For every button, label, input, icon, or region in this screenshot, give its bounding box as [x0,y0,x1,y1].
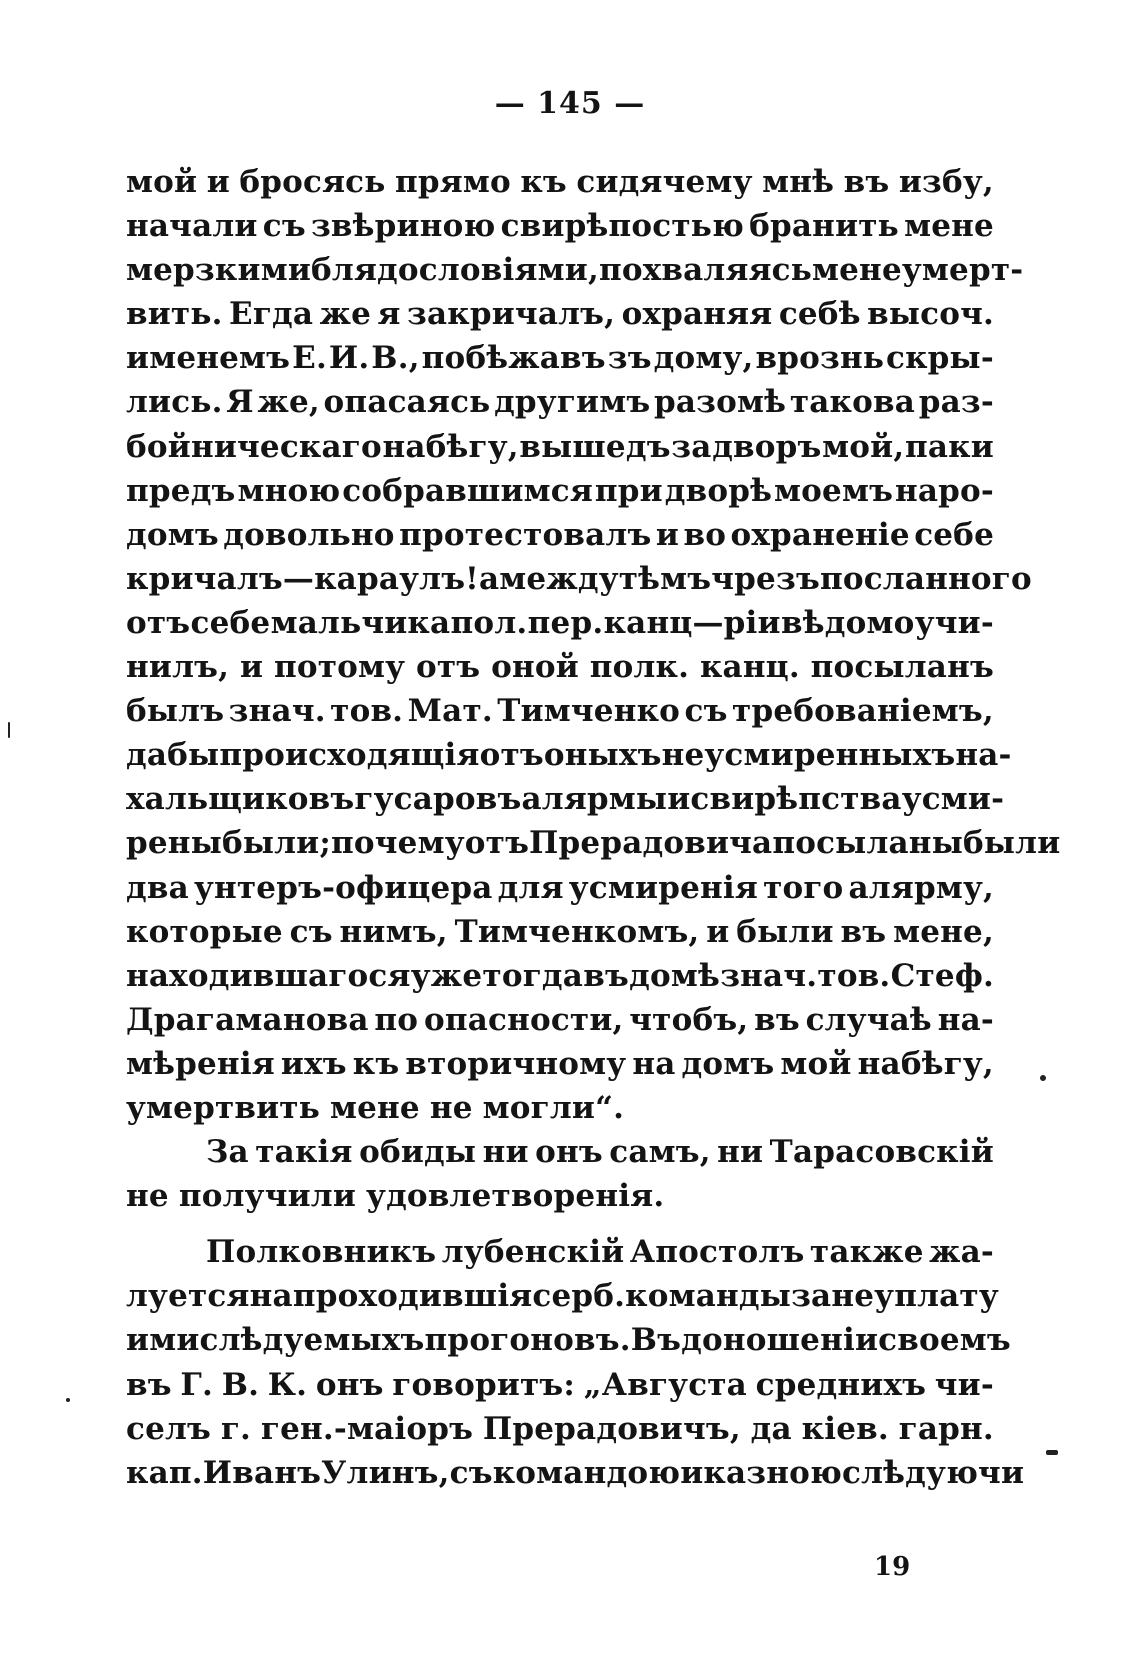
word: посыланы [772,825,963,862]
word: находившагося [126,957,411,994]
word: себѣ [778,296,861,333]
word: раз- [918,384,994,421]
text-line [126,777,1005,821]
word: и [667,781,691,818]
word: алярмы [521,781,668,818]
word: Егда [229,296,314,333]
word: и [206,164,230,200]
word: усмиренія [568,869,758,906]
word: умертвить [126,1089,320,1126]
word: въ [840,913,887,950]
word: мнѣ [762,164,835,200]
word: мене [329,1089,420,1126]
word: мене [812,252,902,289]
word: среднихъ [755,1366,927,1403]
word: такія [255,1134,353,1171]
word: свирѣпостью [500,208,744,245]
word: удовлетворенія. [366,1178,665,1215]
word: лубенскій [441,1234,625,1271]
word: слѣдуючи [842,1454,1025,1491]
word: проходившія [292,1278,533,1315]
word: тов. [817,957,891,994]
word: побѣжавъ [421,340,606,377]
word: доношеніи [681,1322,879,1359]
body-text [126,160,1061,1495]
word: В., [371,340,420,377]
word: и [655,516,680,553]
print-speck [1040,1075,1046,1081]
word: былъ [126,693,225,730]
word: тов. [330,693,404,730]
word: мой, [822,428,905,465]
text-line [126,1130,994,1174]
word: знач. [720,957,818,994]
word: охраняя [621,296,773,333]
text-line [126,425,994,469]
word: нилъ, [126,649,230,686]
word: Е. [292,340,327,377]
word: моемъ [774,472,894,509]
word: для [497,869,564,906]
word: съ [684,693,728,730]
word: мальчика [270,604,451,641]
word: между [499,560,619,597]
word: Я [226,384,254,421]
word: прогоновъ. [424,1322,631,1359]
word: не [429,1089,473,1126]
text-line [126,910,994,954]
word: въ [583,957,629,994]
word: мой [126,164,198,200]
word: набѣгу, [382,428,519,465]
word: Въ [630,1322,682,1359]
word: другимъ [494,384,651,421]
text-line [126,1451,1025,1495]
word: отъ [416,649,481,686]
word: сидячему [576,164,753,200]
word: мене [904,208,994,245]
text-line [126,1274,999,1318]
word: нимъ, [339,913,448,950]
word: пер. [527,604,604,641]
word: жа- [929,1234,994,1271]
word: въ [843,164,890,200]
word: съ [289,913,333,950]
text-line [126,1407,994,1451]
word: хальщиковъ [126,781,355,818]
text-line [126,689,994,733]
word: Улинъ, [321,1454,450,1491]
word: тогда [482,957,584,994]
word: именемъ [126,340,291,377]
text-line [126,469,994,513]
word: не [126,1178,169,1215]
word: на [632,1045,676,1082]
word: „Августа [583,1366,747,1403]
word: гусаровъ [354,781,522,818]
word: и [239,649,264,686]
word: селъ [126,1410,212,1447]
word: Иванъ [202,1454,322,1491]
word: ихъ [280,1045,347,1082]
word: говоритъ: [392,1366,576,1403]
word: свирѣпства [690,781,902,818]
word: дабы [126,737,220,774]
word: за [791,1278,832,1315]
word: ими [126,1322,200,1359]
print-speck [66,1398,70,1402]
word: были; [221,825,332,862]
word: лись. [126,384,223,421]
word: Тимченкомъ, [454,913,700,950]
word: и [680,1454,704,1491]
word: мой [780,1045,852,1082]
word: дворѣ [664,472,773,509]
word: домѣ [629,957,721,994]
text-line [126,1174,994,1218]
word: Мат. [407,693,493,730]
text-line [126,954,994,998]
word: были [962,825,1061,862]
word: чи- [934,1366,994,1403]
word: зъ [607,340,652,377]
word: избу, [898,164,994,200]
text-line [126,1042,994,1086]
word: домъ [681,1045,775,1082]
word: врознь [755,340,885,377]
word: онъ [315,1366,384,1403]
word: кричалъ—караулъ! [126,560,479,597]
word: потому [273,649,406,686]
text-line [126,645,994,689]
word: домъ [126,516,219,553]
word: мене, [893,913,994,950]
word: съ [449,1454,493,1491]
text-line [126,821,1061,865]
word: усми- [901,781,1005,818]
word: также [809,1234,924,1271]
word: отъ [479,737,544,774]
word: пол. [450,604,528,641]
word: ген.-маіоръ [260,1410,474,1447]
word: такова [789,384,916,421]
word: Прерадовича [529,825,773,862]
word: казною [703,1454,843,1491]
word: наро- [894,472,994,509]
text-line [126,1363,994,1407]
word: скры- [886,340,994,377]
word: протестовалъ [399,516,652,553]
text-line [126,601,994,645]
word: къ [352,1045,400,1082]
word: вѣдомо [780,604,915,641]
word: кап. [126,1454,203,1491]
word: бойническаго [126,428,382,465]
word: разомѣ [654,384,787,421]
word: въ [126,1366,172,1403]
word: онъ [535,1134,603,1171]
word: неусмиренныхъ [661,737,956,774]
word: ни [717,1134,764,1171]
word: тѣмъ [618,560,712,597]
word: гарн. [898,1410,994,1447]
word: на- [955,737,1012,774]
text-line [126,160,994,204]
word: случаѣ [805,1001,932,1038]
word: охраненіе [730,516,910,553]
word: происходящія [219,737,480,774]
word: блядословіями, [311,252,599,289]
word: себе [914,516,994,553]
word: луется [126,1278,250,1315]
word: паки [904,428,994,465]
word: закричалъ, [407,296,616,333]
word: мерзкими [126,252,312,289]
word: могли“. [482,1089,625,1126]
word: самъ, [609,1134,711,1171]
word: Тимченко [497,693,681,730]
word: же [319,296,372,333]
word: Апостолъ [629,1234,805,1271]
word: съ [262,208,306,245]
word: За [206,1134,249,1171]
word: Тарасовскій [769,1134,994,1171]
word: посыланъ [810,649,994,686]
word: предъ [126,472,236,509]
word: слѣдуемыхъ [199,1322,425,1359]
word: вышедъ [519,428,671,465]
word: высоч. [867,296,994,333]
print-speck [1046,1450,1058,1455]
word: учи- [914,604,994,641]
text-line [126,248,1024,292]
word: получили [178,1178,357,1215]
text-line [126,1086,994,1130]
word: рены [126,825,222,862]
word: мѣренія [126,1045,275,1082]
word: Драгаманова [126,1001,369,1038]
word: чрезъ [711,560,820,597]
word: къ [520,164,567,200]
word: командою [492,1454,681,1491]
text-line [126,380,994,424]
word: алярму, [848,869,994,906]
word: знач. [228,693,326,730]
word: себе [190,604,271,641]
word: на- [937,1001,994,1038]
word: Г. [180,1366,214,1403]
word: умерт- [901,252,1024,289]
word: опасаясь [323,384,491,421]
word: набѣгу, [857,1045,994,1082]
word: обиды [359,1134,477,1171]
word: Полковникъ [206,1234,437,1271]
word: оной [491,649,579,686]
word: на [249,1278,293,1315]
word: Стеф. [890,957,994,994]
signature-mark: 19 [874,1552,911,1582]
word: при [594,472,663,509]
word: отъ [126,604,191,641]
word: В. [221,1366,260,1403]
word: своемъ [878,1322,1011,1359]
word: мною [237,472,341,509]
text-line [126,1318,1011,1362]
word: бросясь [239,164,386,200]
word: да [750,1410,792,1447]
word: г. [220,1410,252,1447]
word: серб. [532,1278,626,1315]
word: ни [482,1134,529,1171]
word: И. [328,340,370,377]
text-line [126,336,994,380]
text-line [126,998,994,1042]
word: вторичному [405,1045,627,1082]
text-line [126,1230,994,1274]
print-speck [8,722,10,738]
word: требованіемъ, [732,693,994,730]
text-line [126,866,994,910]
word: были [736,913,834,950]
text-line [126,292,994,336]
word: канц—ріи [603,604,781,641]
word: оныхъ [543,737,662,774]
word: а [479,560,500,597]
word: за [671,428,712,465]
word: Прерадовичъ, [482,1410,741,1447]
word: чтобъ, [629,1001,749,1038]
word: опасности, [423,1001,624,1038]
text-line [126,204,994,248]
word: въ [754,1001,800,1038]
word: дому, [653,340,754,377]
word: бранить [749,208,899,245]
word: же, [257,384,320,421]
word: почему [331,825,465,862]
word: я [377,296,401,333]
word: дворъ [712,428,822,465]
word: К. [267,1366,308,1403]
word: и [706,913,730,950]
word: уже [410,957,483,994]
word: начали [126,208,258,245]
word: полк. [589,649,690,686]
word: того [763,869,844,906]
word: унтеръ-офицера [193,869,493,906]
word: вить. [126,296,223,333]
word: команды [625,1278,792,1315]
text-line [126,513,994,557]
word: посланного [819,560,1032,597]
word: отъ [464,825,530,862]
word: довольно [223,516,395,553]
word: по [374,1001,419,1038]
text-line [126,557,1032,601]
word: два [126,869,189,906]
word: канц. [699,649,800,686]
word: похваляясь [598,252,812,289]
word: звѣриною [310,208,496,245]
word: которые [126,913,283,950]
word: во [683,516,727,553]
word: неуплату [831,1278,999,1315]
word: прямо [394,164,511,200]
text-line [126,733,1012,777]
word: собравшимся [342,472,593,509]
word: кіев. [801,1410,889,1447]
page-number: — 145 — [494,86,646,121]
